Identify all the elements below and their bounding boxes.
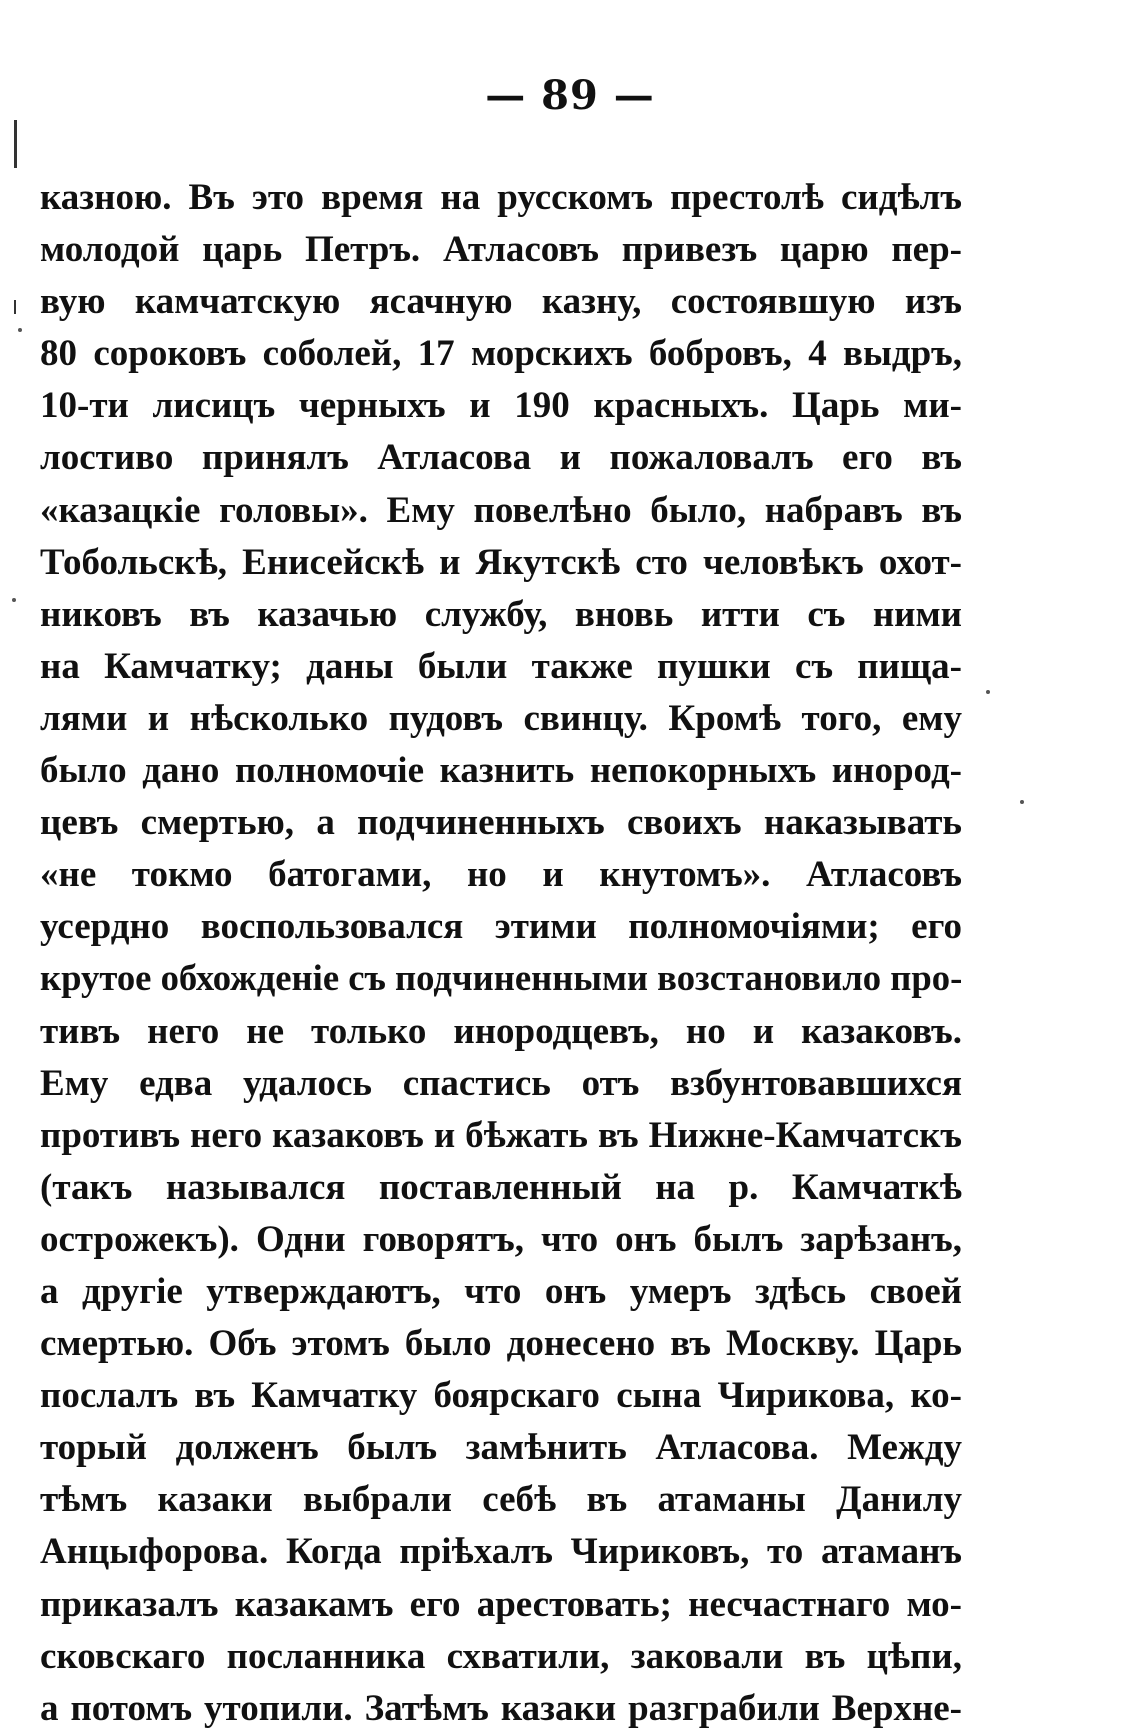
text-line: Тобольскѣ, Енисейскѣ и Якутскѣ сто человѣкъ охот- <box>40 541 962 583</box>
text-line: (такъ назывался поставленный на р. Камчаткѣ <box>40 1166 962 1208</box>
text-line: а другіе утверждаютъ, что онъ умеръ здѣсь своей <box>40 1270 962 1312</box>
margin-mark <box>14 120 17 168</box>
text-line: молодой царь Петръ. Атласовъ привезъ царю пер- <box>40 229 962 271</box>
text-line: цевъ смертью, а подчиненныхъ своихъ наказывать <box>40 802 962 844</box>
text-line: а потомъ утопили. Затѣмъ казаки разграбили Верхне- <box>40 1687 962 1729</box>
text-line: тивъ него не только инородцевъ, но и казаковъ. <box>40 1010 962 1052</box>
text-line: было дано полномочіе казнить непокорныхъ инород- <box>40 750 962 792</box>
text-line: «казацкіе головы». Ему повелѣно было, набравъ въ <box>40 489 962 531</box>
speck <box>18 328 22 332</box>
speck <box>1020 800 1024 804</box>
text-line: казною. Въ это время на русскомъ престолѣ сидѣлъ <box>40 177 962 218</box>
text-line: Ему едва удалось спастись отъ взбунтовавшихся <box>40 1062 962 1104</box>
text-line: послалъ въ Камчатку боярскаго сына Чирикова, ко- <box>40 1375 962 1417</box>
text-line: никовъ въ казачью службу, вновь итти съ ними <box>40 593 962 635</box>
body-text <box>40 172 962 1735</box>
page-number: — 89 — <box>485 72 655 119</box>
text-line: на Камчатку; даны были также пушки съ пища- <box>40 645 962 687</box>
text-line: торый долженъ былъ замѣнить Атласова. Между <box>40 1427 962 1469</box>
text-line: 80 сороковъ соболей, 17 морскихъ бобровъ, 4 выдръ, <box>40 333 962 375</box>
text-line: усердно воспользовался этими полномочіями; его <box>40 906 962 948</box>
text-line: «не токмо батогами, но и кнутомъ». Атласовъ <box>40 854 962 896</box>
text-line: Анцыфорова. Когда пріѣхалъ Чириковъ, то атаманъ <box>40 1531 962 1573</box>
text-line: противъ него казаковъ и бѣжать въ Нижне-Камчатскъ <box>40 1114 962 1156</box>
text-line: лостиво принялъ Атласова и пожаловалъ его въ <box>40 437 962 479</box>
text-line: приказалъ казакамъ его арестовать; несчастнаго мо- <box>40 1583 962 1625</box>
margin-mark <box>14 300 16 314</box>
text-line: лями и нѣсколько пудовъ свинцу. Кромѣ того, ему <box>40 697 962 739</box>
speck <box>12 598 16 602</box>
speck <box>986 690 990 694</box>
text-line: острожекъ). Одни говорятъ, что онъ былъ зарѣзанъ, <box>40 1218 962 1260</box>
text-line: тѣмъ казаки выбрали себѣ въ атаманы Данилу <box>40 1479 962 1521</box>
text-line: смертью. Объ этомъ было донесено въ Москву. Царь <box>40 1323 962 1365</box>
text-line: сковскаго посланника схватили, заковали въ цѣпи, <box>40 1635 962 1677</box>
text-line: 10-ти лисицъ черныхъ и 190 красныхъ. Царь ми- <box>40 385 962 427</box>
text-line: вую камчатскую ясачную казну, состоявшую изъ <box>40 281 962 323</box>
text-line: крутое обхожденіе съ подчиненными возстановило про- <box>40 958 962 1000</box>
